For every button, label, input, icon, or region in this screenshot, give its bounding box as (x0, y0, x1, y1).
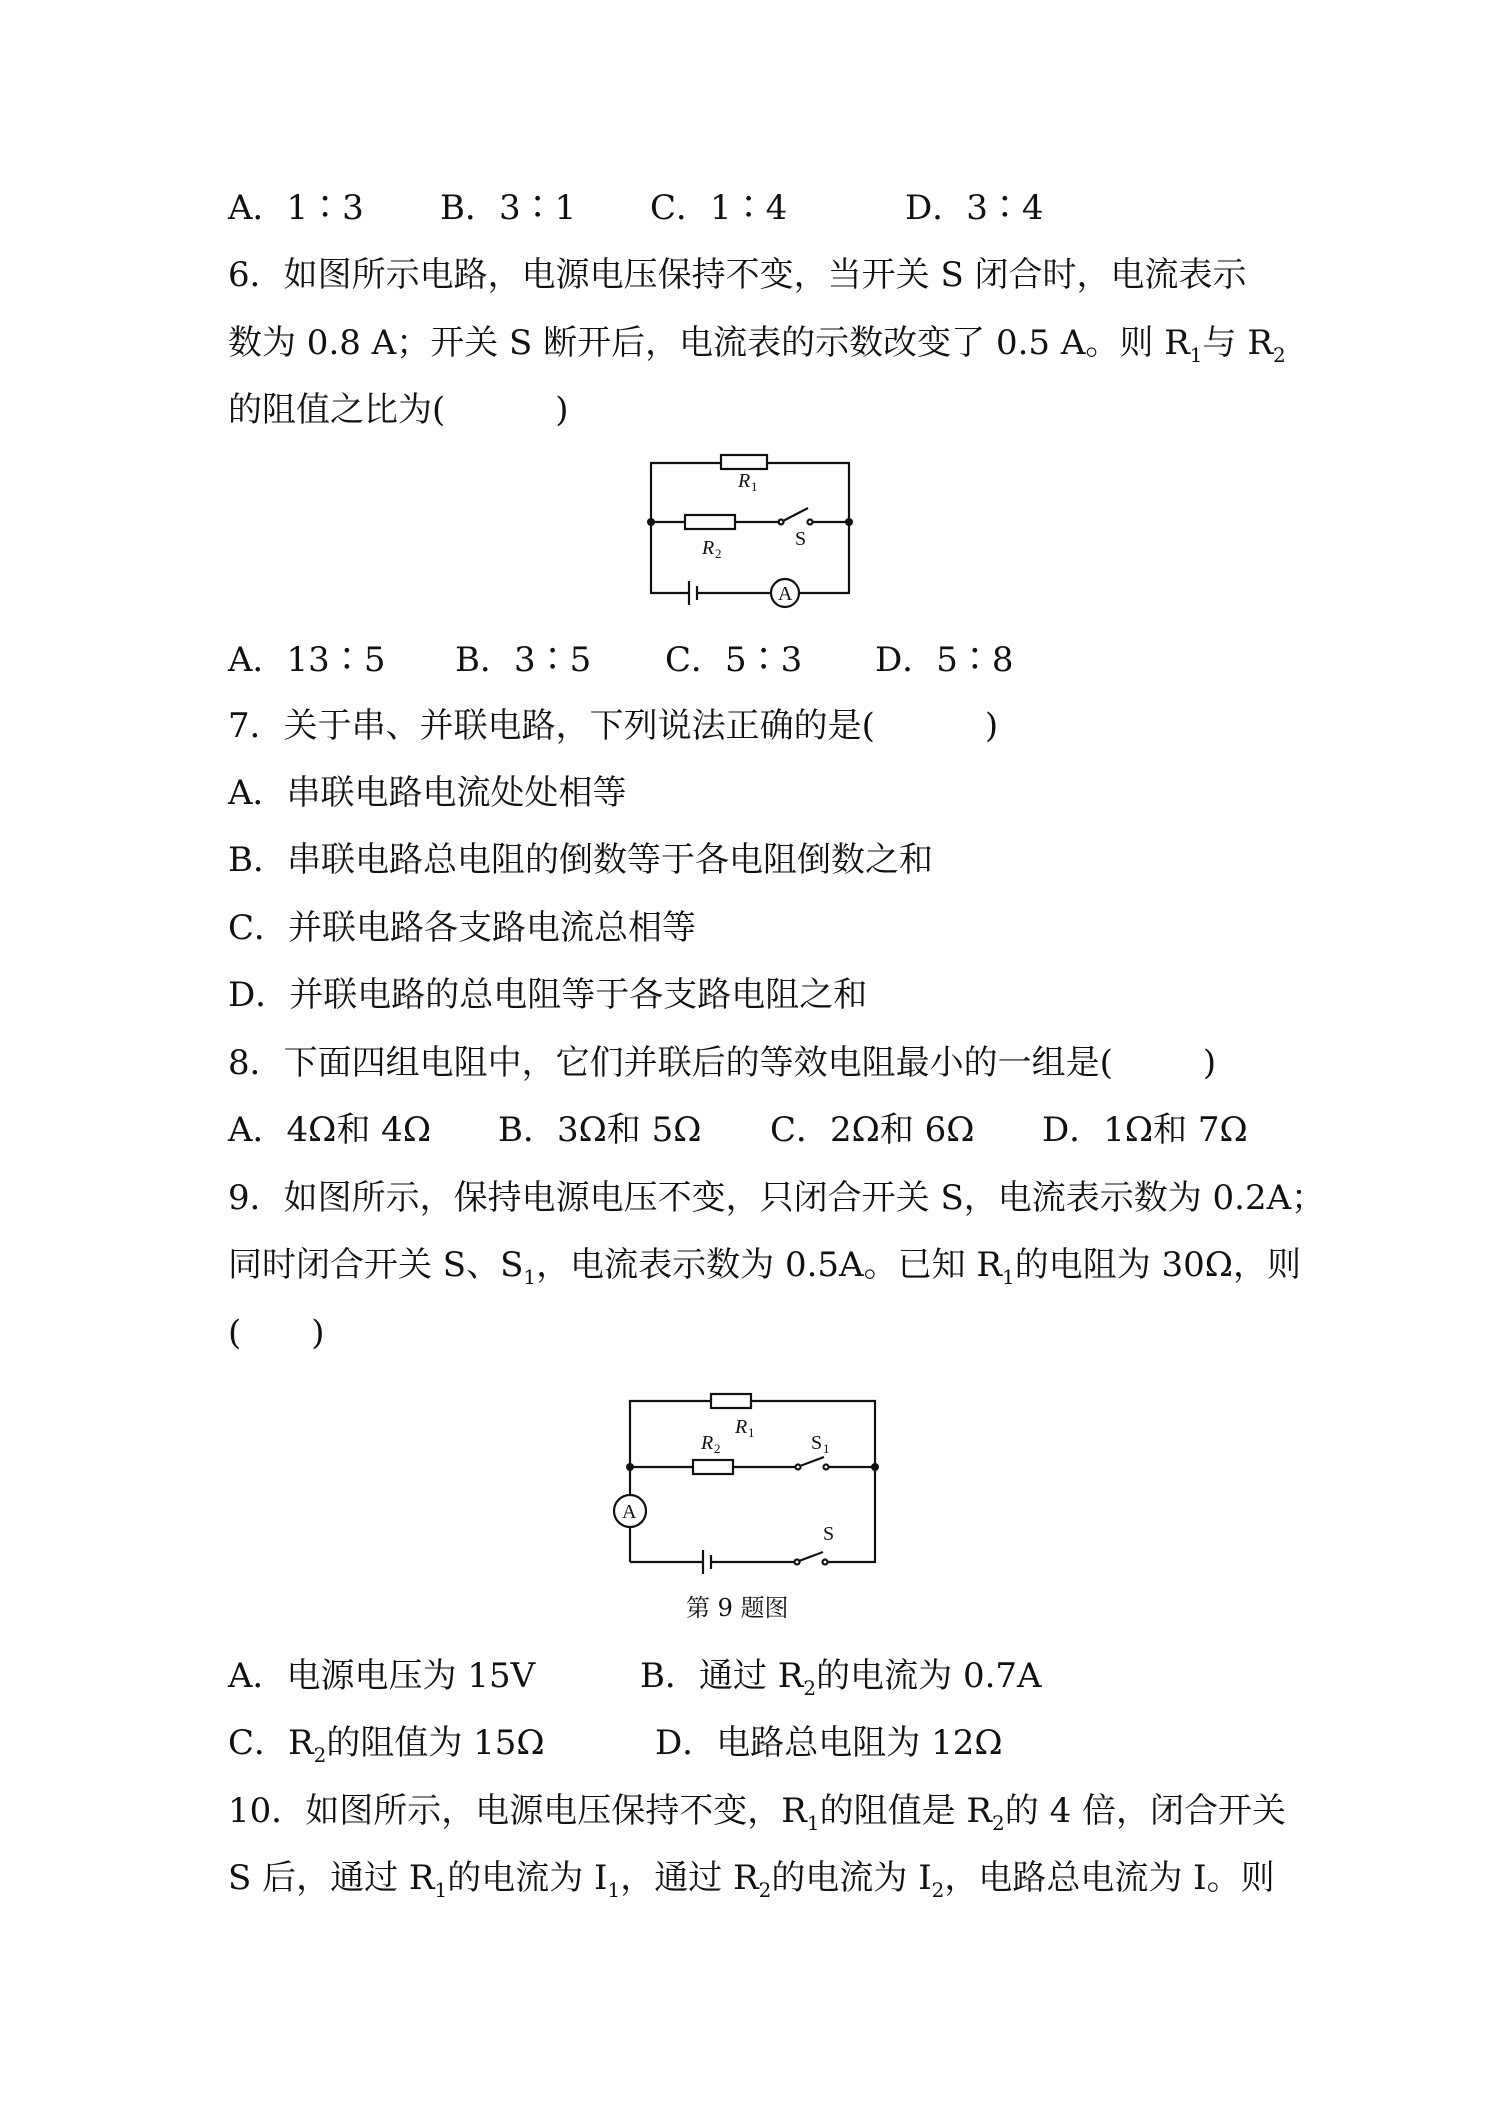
q9-circuit-diagram (605, 1385, 885, 1575)
q9-switch-s (799, 1552, 823, 1561)
q9-r2-resistor (693, 1460, 733, 1474)
q7-stem: 7．关于串、并联电路，下列说法正确的是( ) (228, 706, 999, 746)
q6-stem-line-2: 数为 0.8 A；开关 S 断开后，电流表的示数改变了 0.5 A。则 $R_1$与 $R_2$ (228, 323, 1286, 367)
q9-r1-label: R (735, 1416, 748, 1438)
q6-option-b: B．3∶5 (455, 640, 592, 680)
q5-option-b: B．3∶1 (440, 188, 577, 228)
q9-r1-subscript: 1 (748, 1425, 755, 1440)
q7-option-d: D．并联电路的总电阻等于各支路电阻之和 (228, 975, 868, 1015)
q5-option-c: C．1∶4 (650, 188, 788, 228)
q6-option-d: D．5∶8 (875, 640, 1014, 680)
q9-s-contact-right (823, 1560, 828, 1565)
q9-figure-caption: 第 9 题图 (686, 1594, 789, 1622)
q10-stem-line-2: S 后，通过 $R_1$的电流为 $I_1$，通过 $R_2$的电流为 $I_2$，电路总电流为 I。则 (228, 1858, 1275, 1902)
q9-s1-label: S (811, 1432, 823, 1454)
q8-option-c: C．2Ω和 6Ω (770, 1110, 975, 1150)
q7-option-a: A．串联电路电流处处相等 (228, 773, 627, 813)
q6-r1-subscript: 1 (751, 479, 758, 494)
q5-option-d: D．3∶4 (905, 188, 1044, 228)
q9-stem-line-2: 同时闭合开关 S、$S_1$，电流表示数为 0.5A。已知 $R_1$的电阻为 30Ω，则 (228, 1245, 1301, 1289)
q6-switch-s (783, 508, 808, 521)
q6-option-a: A．13∶5 (228, 640, 386, 680)
q9-switch-s1 (800, 1457, 824, 1466)
q6-switch-label: S (795, 528, 807, 550)
q9-s1-subscript: 1 (823, 1441, 830, 1456)
q9-r1-resistor (711, 1394, 751, 1408)
q10-stem-line-1: 10．如图所示，电源电压保持不变，$R_1$的阻值是 $R_2$的 4 倍，闭合开关 (228, 1791, 1287, 1835)
q9-option-a: A．电源电压为 15V (228, 1656, 536, 1696)
q9-s1-contact-right (824, 1465, 829, 1470)
q7-option-b: B．串联电路总电阻的倒数等于各电阻倒数之和 (228, 840, 933, 880)
q6-stem-line-3: 的阻值之比为( ) (228, 390, 569, 430)
q6-option-c: C．5∶3 (665, 640, 803, 680)
q9-option-b: B．通过 $R_2$的电流为 0.7A (640, 1656, 1042, 1700)
q8-option-d: D．1Ω和 7Ω (1042, 1110, 1248, 1150)
q9-ammeter-label: A (622, 1501, 637, 1523)
q9-r2-subscript: 2 (714, 1441, 721, 1456)
q6-circuit-diagram (640, 450, 860, 605)
q6-r2-resistor (685, 515, 735, 529)
q7-option-c: C．并联电路各支路电流总相等 (228, 908, 697, 948)
q6-r1-resistor (721, 455, 767, 469)
q9-option-c: C．$R_2$的阻值为 15Ω (228, 1723, 545, 1767)
q5-option-a: A．1∶3 (228, 188, 364, 228)
q6-switch-contact-right (808, 520, 813, 525)
q6-r2-label: R (702, 537, 715, 559)
q8-option-b: B．3Ω和 5Ω (498, 1110, 702, 1150)
q6-stem-line-1: 6．如图所示电路，电源电压保持不变，当开关 S 闭合时，电流表示 (228, 255, 1247, 295)
q8-option-a: A．4Ω和 4Ω (228, 1110, 432, 1150)
q6-ammeter-label: A (778, 583, 793, 605)
q6-r1-label: R (738, 470, 751, 492)
q9-r2-label: R (701, 1432, 714, 1454)
q9-option-d: D．电路总电阻为 12Ω (655, 1723, 1003, 1763)
q9-s-label: S (823, 1523, 835, 1545)
q9-stem-line-3: ( ) (228, 1313, 325, 1353)
q6-r2-subscript: 2 (715, 546, 722, 561)
q8-stem: 8．下面四组电阻中，它们并联后的等效电阻最小的一组是( ) (228, 1043, 1217, 1083)
q9-stem-line-1: 9．如图所示，保持电源电压不变，只闭合开关 S，电流表示数为 0.2A； (228, 1178, 1326, 1218)
